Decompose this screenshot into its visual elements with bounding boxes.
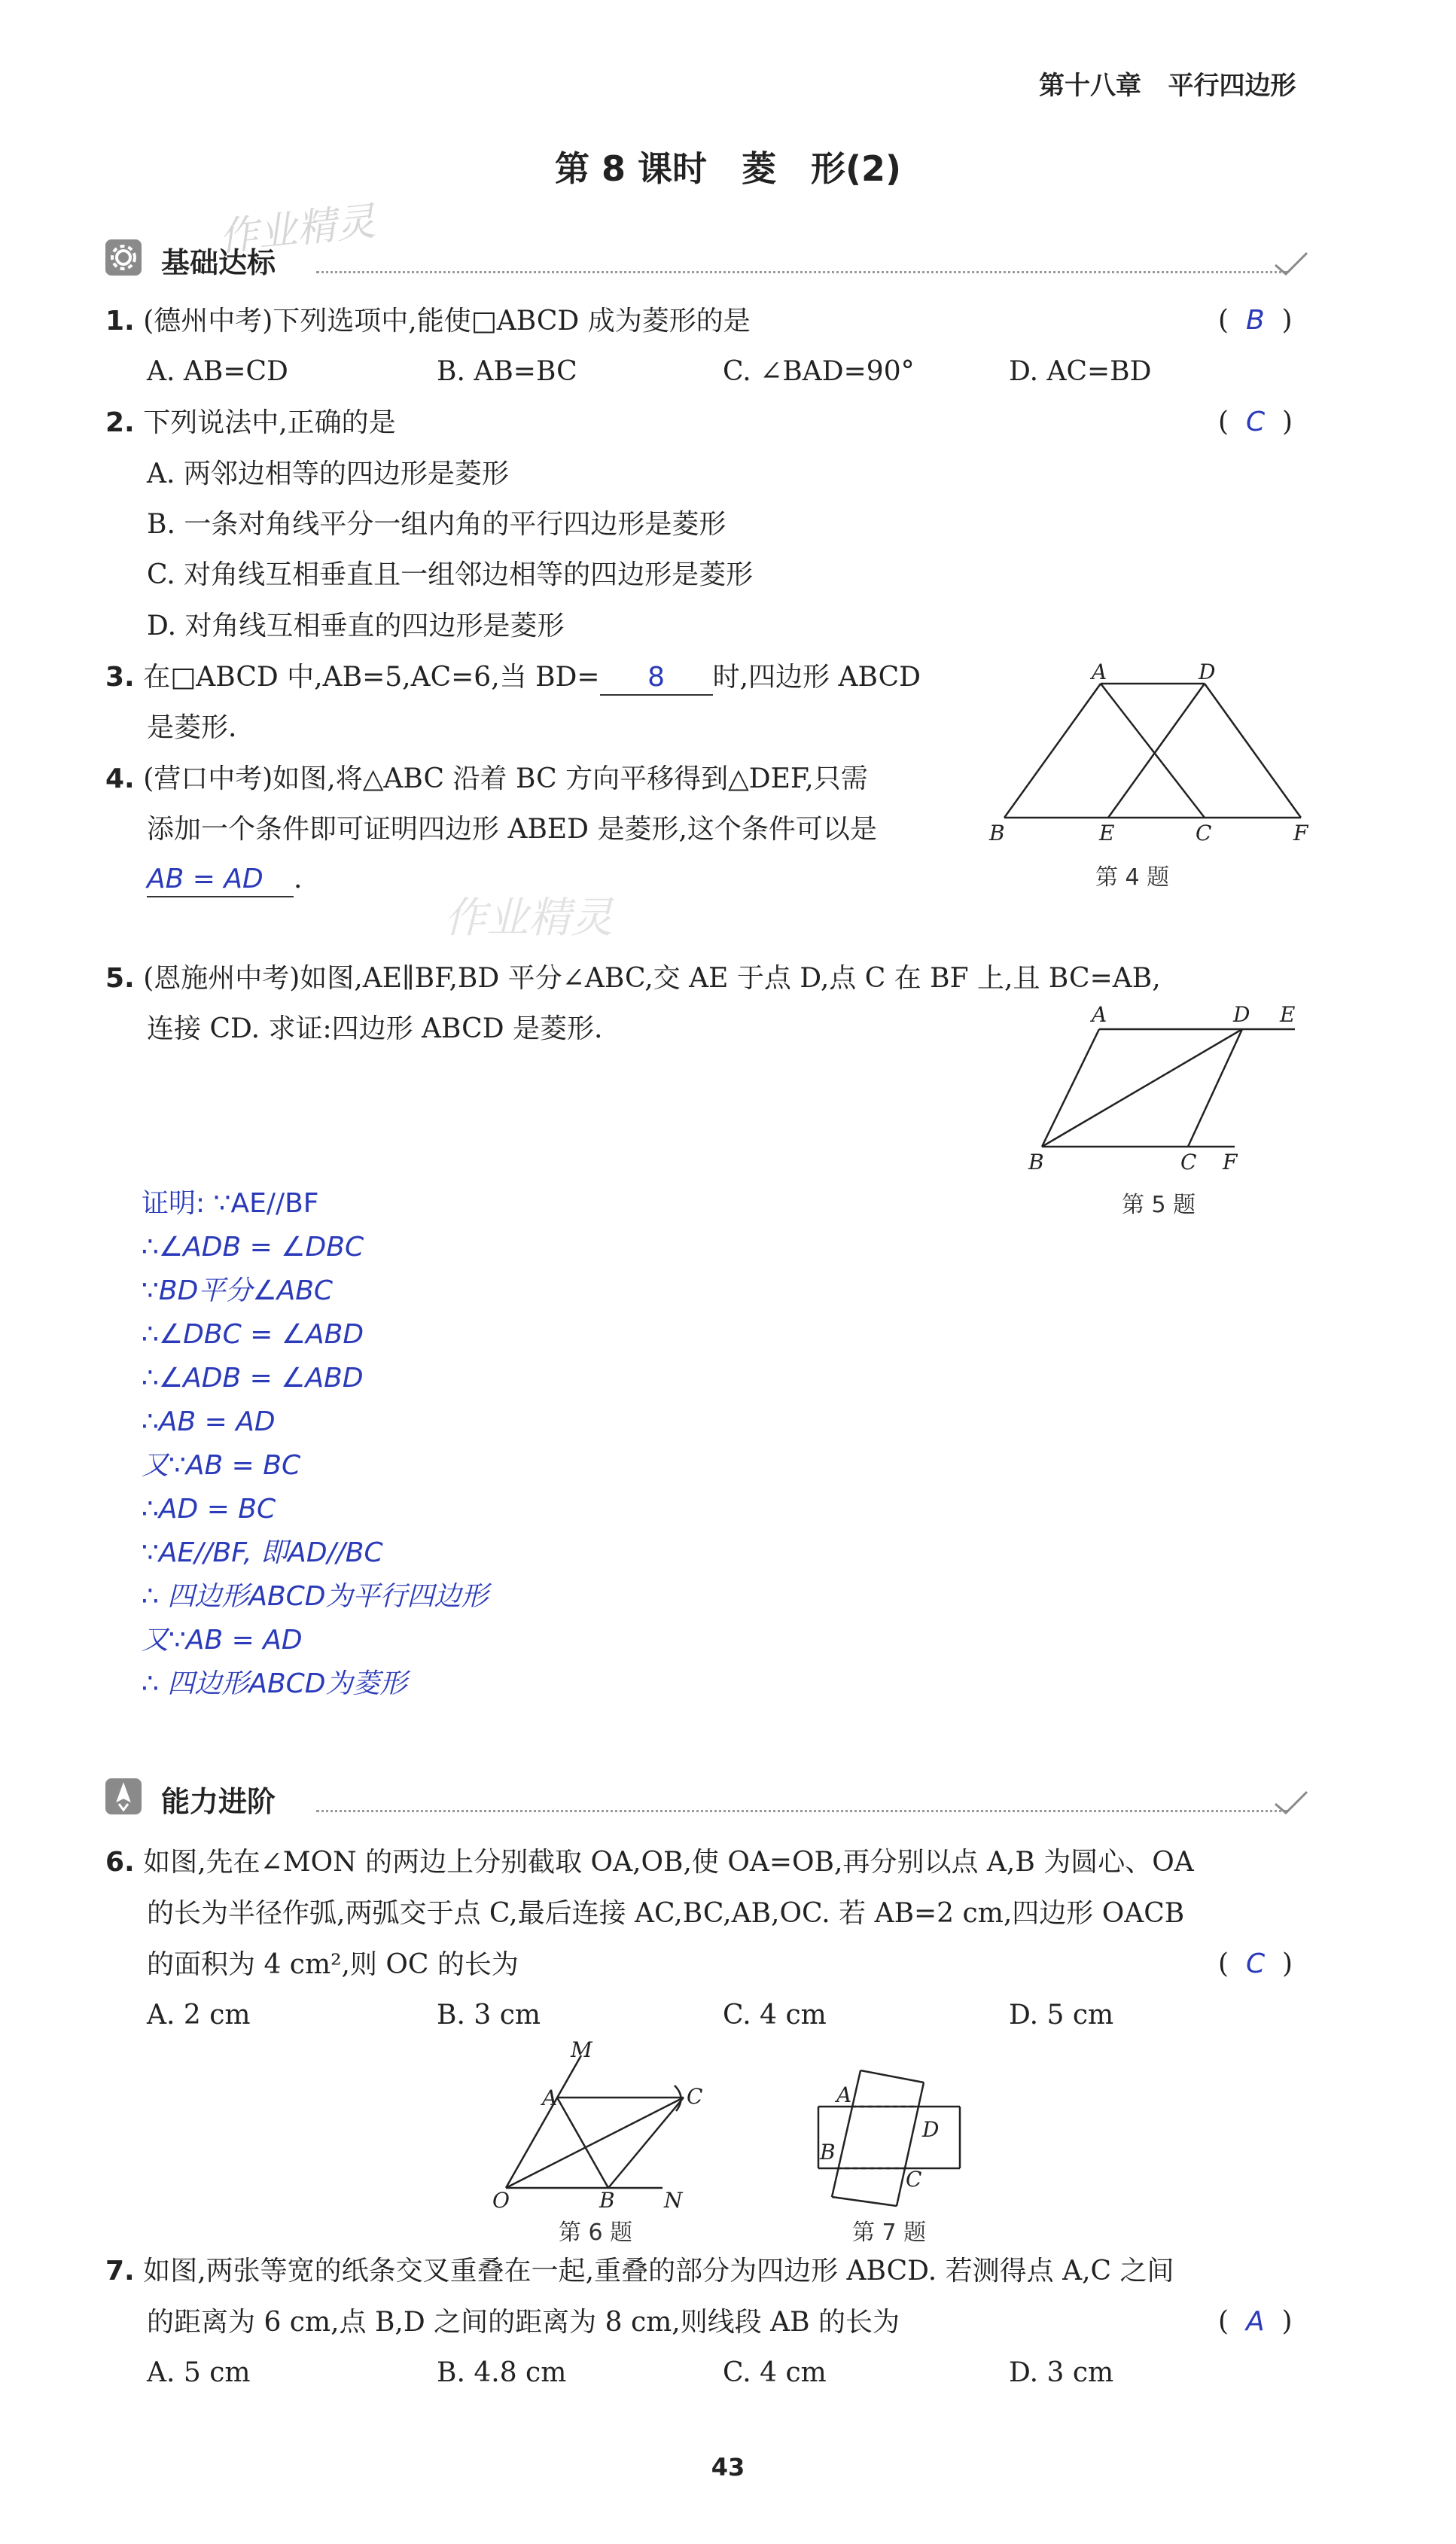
proof-line: 又∵AB = BC xyxy=(142,1450,301,1481)
q7-answer-bracket: ( A ) xyxy=(1218,2306,1293,2337)
chapter-number: 第十八章 xyxy=(1039,71,1141,101)
figure-6 xyxy=(489,2040,708,2210)
figure-5 xyxy=(1024,1005,1310,1178)
fig5-line-bd xyxy=(1042,1029,1242,1147)
proof-line: ∴ 四边形ABCD为平行四边形 xyxy=(142,1581,489,1612)
q6-line1: 如图,先在∠MON 的两边上分别截取 OA,OB,使 OA=OB,再分别以点 A,B 为圆心、OA xyxy=(143,1847,1194,1878)
q3-number: 3. xyxy=(105,662,135,693)
q7-answer: A xyxy=(1245,2306,1265,2337)
q3-text-pre: 在□ABCD 中,AB=5,AC=6,当 BD= xyxy=(143,662,600,693)
fig6-label-m: M xyxy=(571,2040,592,2062)
question-3 xyxy=(105,661,921,696)
fig5-label-a: A xyxy=(1092,1005,1107,1027)
q6-option-d: D. 5 cm xyxy=(1009,2000,1114,2031)
proof-line: 又∵AB = AD xyxy=(142,1625,303,1656)
fig5-caption: 第 5 题 xyxy=(1122,1192,1196,1218)
chapter-title: 平行四边形 xyxy=(1168,71,1296,101)
fig6-line-ab xyxy=(557,2098,608,2188)
q6-answer-bracket: ( C ) xyxy=(1218,1948,1293,1979)
fig7-label-c: C xyxy=(906,2167,922,2192)
q3-text-post: 时,四边形 ABCD xyxy=(712,662,921,693)
fig7-label-b: B xyxy=(820,2140,836,2165)
fig5-line-dc xyxy=(1188,1029,1242,1147)
question-1 xyxy=(105,305,751,338)
fig6-caption: 第 6 题 xyxy=(559,2220,633,2246)
q6-answer: C xyxy=(1245,1948,1266,1979)
proof-line: ∵BD平分∠ABC xyxy=(142,1275,334,1306)
q5-line2: 连接 CD. 求证:四边形 ABCD 是菱形. xyxy=(147,1013,603,1044)
q3-line2: 是菱形. xyxy=(147,712,237,743)
q4-blank-line xyxy=(147,863,302,897)
fig6-line-bc xyxy=(608,2098,684,2188)
fig7-strip2-bottom xyxy=(832,2197,897,2206)
proof-line: ∴AD = BC xyxy=(142,1494,276,1525)
q7-option-c: C. 4 cm xyxy=(723,2357,827,2388)
watermark: 作业精灵 xyxy=(217,199,378,260)
q1-option-b: B. AB=BC xyxy=(437,356,577,387)
q1-option-d: D. AC=BD xyxy=(1009,356,1152,387)
question-2 xyxy=(105,407,396,440)
checkmark-icon xyxy=(1272,248,1310,279)
fig6-label-n: N xyxy=(664,2188,683,2210)
lesson-title: 第 8 课时 菱 形(2) xyxy=(554,148,902,189)
q6-option-c: C. 4 cm xyxy=(723,2000,827,2031)
q1-option-a: A. AB=CD xyxy=(147,356,288,387)
q6-line2: 的长为半径作弧,两弧交于点 C,最后连接 AC,BC,AB,OC. 若 AB=2 cm,四边形 OACB xyxy=(147,1898,1185,1929)
proof-line: ∴ 四边形ABCD为菱形 xyxy=(142,1668,407,1699)
fig6-label-o: O xyxy=(492,2188,510,2210)
rocket-icon xyxy=(105,1778,142,1814)
figure-4 xyxy=(986,663,1310,843)
fig4-line-df xyxy=(1205,684,1301,818)
q2-option-b: B. 一条对角线平分一组内角的平行四边形是菱形 xyxy=(147,509,726,540)
proof-line: ∴∠ADB = ∠ABD xyxy=(142,1363,364,1394)
watermark-center: 作业精灵 xyxy=(444,894,613,943)
q7-option-a: A. 5 cm xyxy=(147,2357,251,2388)
figure-7 xyxy=(809,2063,975,2213)
q1-number: 1. xyxy=(105,306,135,337)
running-header xyxy=(1039,65,1296,102)
section-title-advanced: 能力进阶 xyxy=(161,1785,276,1818)
q6-option-b: B. 3 cm xyxy=(437,2000,541,2031)
q4-end: . xyxy=(294,864,303,894)
q7-option-b: B. 4.8 cm xyxy=(437,2357,567,2388)
page-number: 43 xyxy=(711,2453,745,2482)
fig7-label-a: A xyxy=(836,2082,852,2107)
q7-option-d: D. 3 cm xyxy=(1009,2357,1114,2388)
q2-option-c: C. 对角线互相垂直且一组邻边相等的四边形是菱形 xyxy=(147,559,754,590)
section-divider xyxy=(316,271,1287,273)
proof-line: ∴AB = AD xyxy=(142,1406,276,1437)
q7-line2: 的距离为 6 cm,点 B,D 之间的距离为 8 cm,则线段 AB 的长为 xyxy=(147,2307,900,2338)
question-5 xyxy=(105,962,1161,995)
fig5-label-e: E xyxy=(1280,1005,1296,1027)
q6-option-a: A. 2 cm xyxy=(147,2000,251,2031)
fig4-caption: 第 4 题 xyxy=(1095,864,1170,891)
proof-line: ∴∠ADB = ∠DBC xyxy=(142,1232,364,1263)
gear-icon xyxy=(105,239,142,276)
q2-option-a: A. 两邻边相等的四边形是菱形 xyxy=(147,459,509,489)
fig7-caption: 第 7 题 xyxy=(852,2220,927,2246)
checkmark-icon xyxy=(1272,1787,1310,1817)
fig4-label-e: E xyxy=(1099,821,1115,843)
proof-line: 证明: ∵AE//BF xyxy=(142,1188,319,1219)
fig4-label-d: D xyxy=(1199,663,1216,684)
fig6-label-a: A xyxy=(542,2085,558,2110)
q6-line3: 的面积为 4 cm²,则 OC 的长为 xyxy=(147,1949,519,1980)
section-divider xyxy=(316,1810,1287,1812)
q2-stem: 下列说法中,正确的是 xyxy=(143,407,396,438)
q4-blank-answer: AB = AD xyxy=(147,864,263,894)
fig4-label-c: C xyxy=(1196,821,1212,843)
q2-number: 2. xyxy=(105,407,135,438)
fig6-label-c: C xyxy=(687,2084,703,2109)
q7-number: 7. xyxy=(105,2256,135,2287)
section-title-basic: 基础达标 xyxy=(161,246,276,279)
question-7 xyxy=(105,2255,1174,2288)
q1-answer: B xyxy=(1245,305,1265,336)
q2-answer-bracket: ( C ) xyxy=(1218,407,1293,437)
fig4-line-ba xyxy=(1004,684,1101,818)
fig4-label-f: F xyxy=(1293,821,1308,843)
q2-option-d: D. 对角线互相垂直的四边形是菱形 xyxy=(147,611,565,641)
q7-line1: 如图,两张等宽的纸条交叉重叠在一起,重叠的部分为四边形 ABCD. 若测得点 A,C 之间 xyxy=(143,2256,1174,2287)
q5-line1: (恩施州中考)如图,AE∥BF,BD 平分∠ABC,交 AE 于点 D,点 C 在 BF 上,且 BC=AB, xyxy=(143,963,1161,994)
q1-answer-bracket: ( B ) xyxy=(1218,305,1293,336)
fig5-label-c: C xyxy=(1180,1150,1197,1175)
q4-line1: (营口中考)如图,将△ABC 沿着 BC 方向平移得到△DEF,只需 xyxy=(143,763,868,794)
proof-block xyxy=(142,1182,819,1706)
question-6 xyxy=(105,1846,1194,1879)
q4-number: 4. xyxy=(105,763,135,794)
q4-line2: 添加一个条件即可证明四边形 ABED 是菱形,这个条件可以是 xyxy=(147,814,877,845)
proof-line: ∵AE//BF, 即AD//BC xyxy=(142,1537,383,1568)
fig7-label-d: D xyxy=(922,2117,940,2142)
q3-blank-answer: 8 xyxy=(647,662,666,693)
fig5-label-b: B xyxy=(1028,1150,1044,1175)
q6-number: 6. xyxy=(105,1847,135,1878)
question-4 xyxy=(105,763,868,796)
q5-number: 5. xyxy=(105,963,135,994)
q1-option-c: C. ∠BAD=90° xyxy=(723,356,915,387)
q1-stem: (德州中考)下列选项中,能使□ABCD 成为菱形的是 xyxy=(143,306,751,337)
fig7-strip2-top xyxy=(861,2070,924,2082)
fig5-label-d: D xyxy=(1233,1005,1250,1027)
fig6-label-b: B xyxy=(599,2188,615,2210)
proof-line: ∴∠DBC = ∠ABD xyxy=(142,1319,364,1350)
fig4-label-a: A xyxy=(1092,663,1107,684)
fig4-label-b: B xyxy=(989,821,1005,843)
fig5-label-f: F xyxy=(1223,1150,1238,1175)
q2-answer: C xyxy=(1245,407,1266,437)
